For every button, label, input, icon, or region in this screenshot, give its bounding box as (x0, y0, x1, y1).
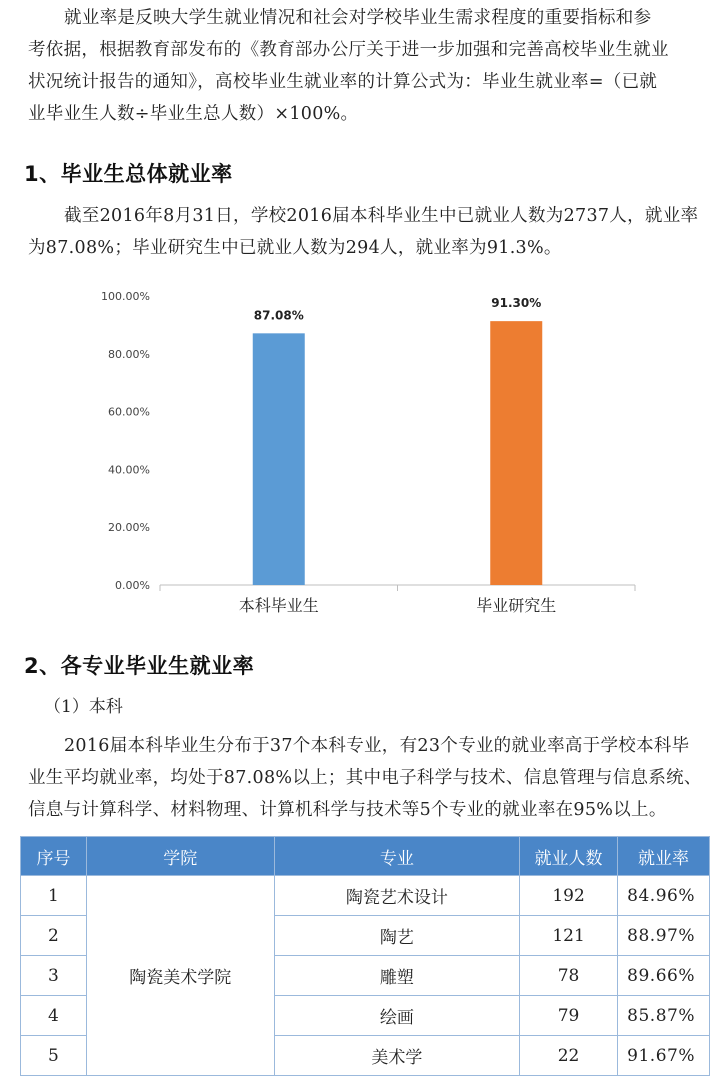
intro-paragraph (28, 2, 712, 130)
row-major: 陶艺 (274, 916, 520, 956)
y-tick-label: 40.00% (108, 463, 150, 477)
section-1-heading: 1、毕业生总体就业率 (24, 162, 233, 186)
section-2-line-2: 业生平均就业率，均处于87.08%以上；其中电子科学与技术、信息管理与信息系统、 (28, 768, 702, 788)
header-no: 序号 (21, 837, 87, 876)
intro-line-3: 状况统计报告的通知》，高校毕业生就业率的计算公式为：毕业生就业率=（已就 (28, 72, 658, 92)
x-category-label: 本科毕业生 (238, 596, 319, 615)
row-rate: 88.97% (617, 916, 709, 956)
row-rate: 85.87% (617, 996, 709, 1036)
header-major: 专业 (274, 837, 520, 876)
bar (490, 321, 542, 585)
bar-data-label: 91.30% (491, 296, 542, 311)
row-major: 美术学 (274, 1036, 520, 1076)
chart-svg (90, 280, 650, 620)
bar (253, 333, 305, 585)
row-rate: 89.66% (617, 956, 709, 996)
row-count: 79 (520, 996, 618, 1036)
intro-line-4: 业毕业生人数÷毕业生总人数）×100%。 (28, 104, 359, 124)
header-college: 学院 (86, 837, 274, 876)
row-count: 78 (520, 956, 618, 996)
header-rate: 就业率 (617, 837, 709, 876)
row-count: 22 (520, 1036, 618, 1076)
row-major: 绘画 (274, 996, 520, 1036)
y-tick-label: 80.00% (108, 347, 150, 361)
header-count: 就业人数 (520, 837, 618, 876)
bar-data-label: 87.08% (253, 308, 304, 323)
row-rate: 84.96% (617, 876, 709, 916)
college-cell: 陶瓷美术学院 (86, 876, 274, 1076)
row-no: 2 (21, 916, 87, 956)
row-count: 121 (520, 916, 618, 956)
table-header-row (21, 837, 710, 876)
y-tick-label: 100.00% (101, 290, 150, 303)
undergrad-subheading: （1）本科 (44, 697, 123, 717)
section-2-line-1: 2016届本科毕业生分布于37个本科专业，有23个专业的就业率高于学校本科毕 (64, 736, 690, 756)
section-2-paragraph (28, 730, 712, 826)
row-no: 1 (21, 876, 87, 916)
section-1-line-2: 为87.08%；毕业研究生中已就业人数为294人，就业率为91.3%。 (28, 238, 562, 258)
row-no: 3 (21, 956, 87, 996)
row-rate: 91.67% (617, 1036, 709, 1076)
section-2-line-3: 信息与计算科学、材料物理、计算机科学与技术等5个专业的就业率在95%以上。 (28, 800, 667, 820)
section-2-heading: 2、各专业毕业生就业率 (24, 654, 255, 678)
intro-line-2: 考依据，根据教育部发布的《教育部办公厅关于进一步加强和完善高校毕业生就业 (28, 40, 669, 60)
y-tick-label: 60.00% (108, 405, 150, 419)
row-major: 雕塑 (274, 956, 520, 996)
y-tick-label: 20.00% (108, 521, 150, 535)
x-category-label: 毕业研究生 (476, 596, 557, 615)
row-no: 5 (21, 1036, 87, 1076)
row-major: 陶瓷艺术设计 (274, 876, 520, 916)
row-no: 4 (21, 996, 87, 1036)
employment-rate-chart (90, 280, 650, 620)
y-tick-label: 0.00% (115, 579, 150, 592)
row-count: 192 (520, 876, 618, 916)
section-1-paragraph (28, 200, 712, 264)
major-employment-table (20, 836, 710, 1076)
section-1-line-1: 截至2016年8月31日，学校2016届本科毕业生中已就业人数为2737人，就业率 (64, 206, 699, 226)
intro-line-1: 就业率是反映大学生就业情况和社会对学校毕业生需求程度的重要指标和参 (64, 8, 652, 28)
table-row (21, 876, 710, 916)
